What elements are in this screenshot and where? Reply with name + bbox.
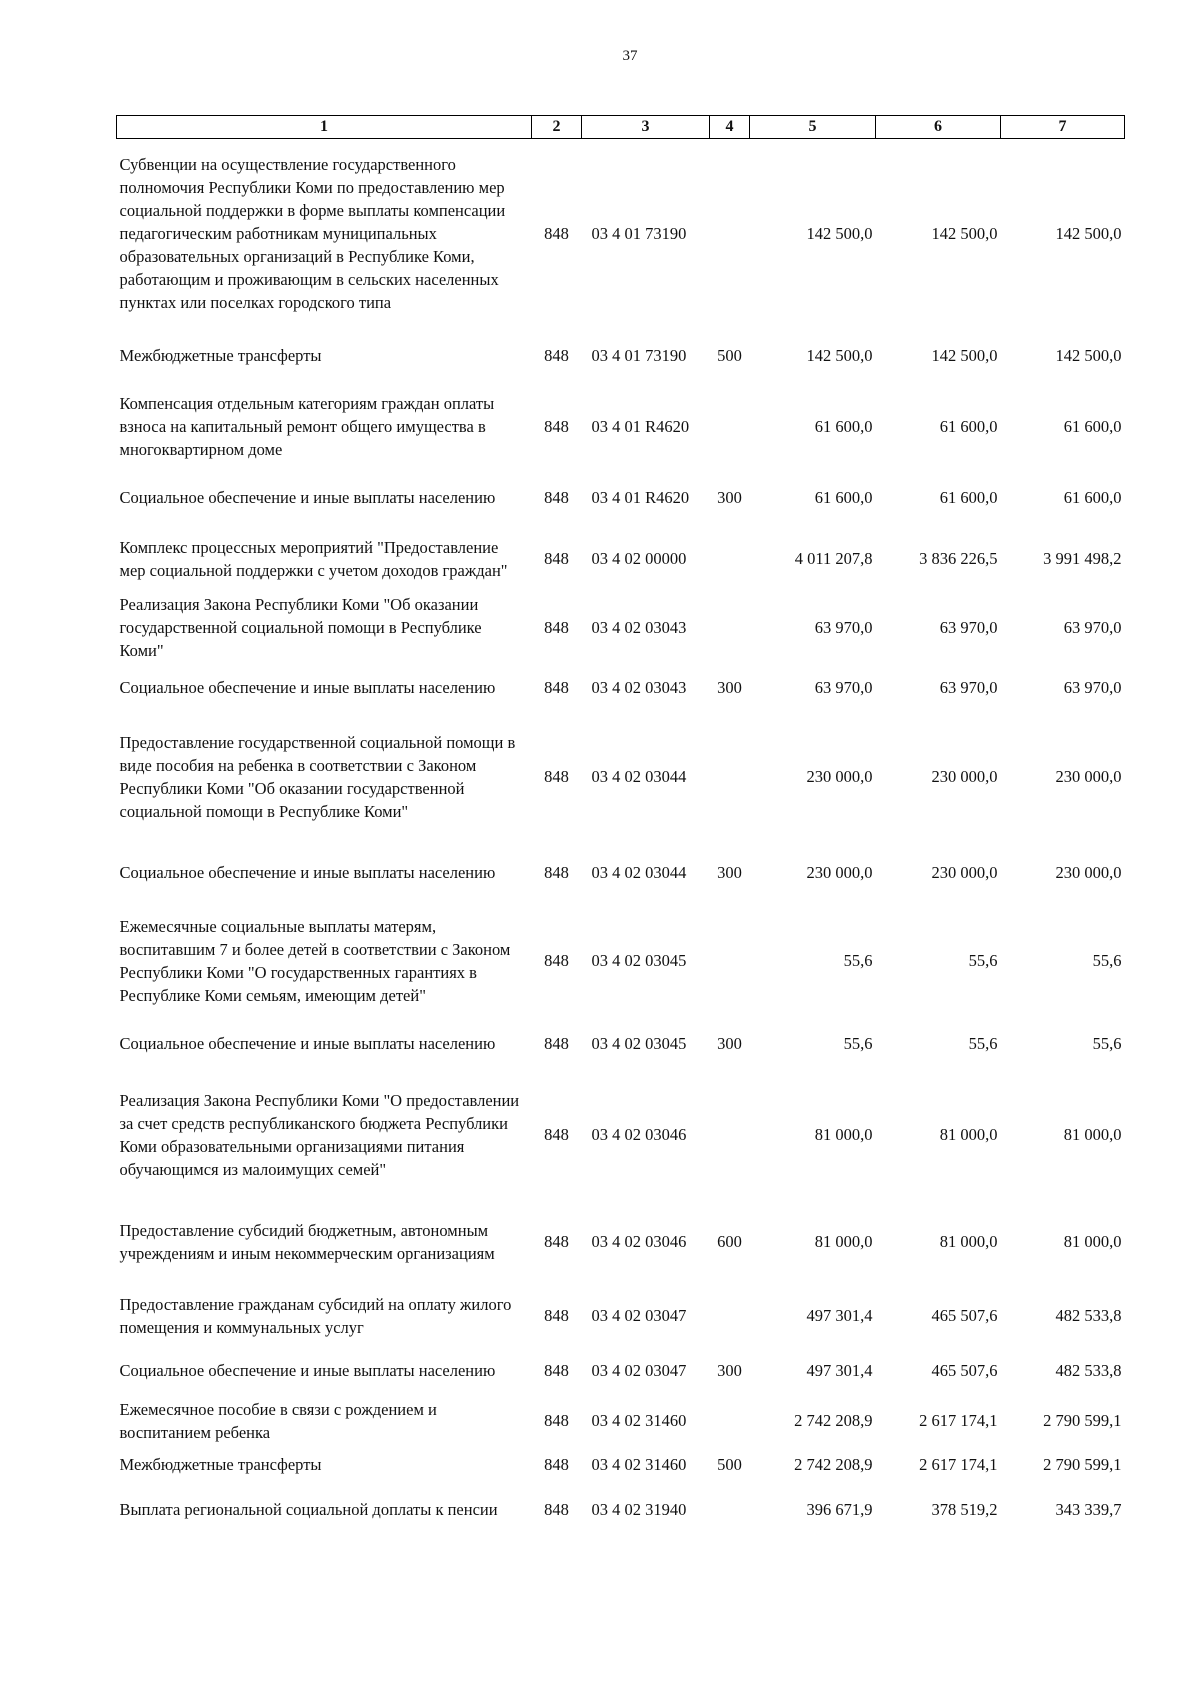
row-admin-code: 848 [544,951,569,970]
row-target-article: 03 4 02 03044 [591,863,687,882]
row-expense-type [710,525,750,593]
row-expense-type: 500 [717,1455,742,1474]
table-row [117,1484,1125,1536]
row-name: Социальное обеспечение и иные выплаты населению [119,678,496,697]
row-name: Ежемесячные социальные выплаты матерям, воспитавшим 7 и более детей в соответствии с Законом Республики Коми "О государственных гарантиях в Республике Коми семьям, имеющим детей" [119,916,511,1005]
row-amount-col6: 2 617 174,1 [919,1455,998,1474]
row-expense-type: 300 [717,678,742,697]
row-expense-type: 300 [717,1034,742,1053]
header-col-2: 2 [532,116,582,139]
table-row [117,1072,1125,1198]
row-target-article: 03 4 01 R4620 [591,488,690,507]
row-admin-code: 848 [544,678,569,697]
row-amount-col5: 4 011 207,8 [794,549,873,568]
row-amount-col6: 81 000,0 [939,1232,998,1251]
row-target-article: 03 4 02 00000 [591,549,687,568]
row-amount-col7: 230 000,0 [1055,863,1122,882]
table-row [117,662,1125,714]
row-amount-col5: 2 742 208,9 [794,1455,873,1474]
row-amount-col6: 378 519,2 [931,1500,998,1519]
header-col-5: 5 [750,116,876,139]
row-amount-col5: 142 500,0 [806,346,873,365]
row-amount-col5: 2 742 208,9 [794,1411,873,1430]
table-row [117,383,1125,471]
row-name: Выплата региональной социальной доплаты к пенсии [119,1500,498,1519]
row-admin-code: 848 [544,617,569,637]
row-amount-col6: 55,6 [968,1034,998,1053]
row-admin-code: 848 [544,1361,569,1380]
row-amount-col5: 230 000,0 [806,863,873,882]
row-amount-col6: 63 970,0 [939,678,998,697]
header-col-1: 1 [117,116,532,139]
row-amount-col7: 55,6 [1092,951,1122,970]
row-admin-code: 848 [544,1232,569,1251]
row-expense-type [710,1484,750,1536]
row-amount-col5: 55,6 [843,1034,873,1053]
row-name: Комплекс процессных мероприятий "Предоставление мер социальной поддержки с учетом доходов граждан" [119,537,508,580]
row-amount-col5: 61 600,0 [814,417,873,436]
row-name: Социальное обеспечение и иные выплаты населению [119,1361,496,1380]
row-expense-type: 300 [717,1361,742,1380]
row-expense-type [710,1396,750,1446]
row-amount-col7: 142 500,0 [1055,224,1122,244]
row-name: Предоставление государственной социальной помощи в виде пособия на ребенка в соответствии с Законом Республики Коми "Об оказании государственной социальной помощи в Республике Коми" [119,732,516,821]
row-expense-type: 300 [717,863,742,882]
row-target-article: 03 4 02 31940 [591,1500,687,1519]
row-expense-type: 300 [717,488,742,507]
row-amount-col5: 81 000,0 [814,1232,873,1251]
row-amount-col7: 61 600,0 [1063,417,1122,436]
row-name: Компенсация отдельным категориям граждан оплаты взноса на капитальный ремонт общего имущества в многоквартирном доме [119,394,495,459]
row-target-article: 03 4 02 03046 [591,1125,687,1144]
table-row [117,1396,1125,1446]
row-target-article: 03 4 02 03043 [591,617,687,637]
row-amount-col6: 61 600,0 [939,488,998,507]
row-amount-col5: 63 970,0 [814,678,873,697]
row-amount-col5: 497 301,4 [806,1306,873,1325]
row-name: Реализация Закона Республики Коми "О предоставлении за счет средств республиканского бюджета Республики Коми образовательными организациями питания обучающимся из малоимущих семей" [119,1090,520,1179]
row-admin-code: 848 [544,1455,569,1474]
header-col-4: 4 [710,116,750,139]
table-row [117,1446,1125,1484]
row-admin-code: 848 [544,863,569,882]
row-amount-col6: 3 836 226,5 [919,549,998,568]
row-name: Реализация Закона Республики Коми "Об оказании государственной социальной помощи в Республике Коми" [119,594,482,660]
table-row [117,714,1125,840]
row-amount-col5: 230 000,0 [806,767,873,786]
row-target-article: 03 4 02 31460 [591,1455,687,1474]
table-row [117,329,1125,383]
row-target-article: 03 4 01 R4620 [591,417,690,436]
row-expense-type: 600 [717,1232,742,1251]
row-admin-code: 848 [544,1125,569,1144]
row-amount-col7: 2 790 599,1 [1043,1455,1122,1474]
row-amount-col6: 142 500,0 [931,346,998,365]
table-row [117,525,1125,593]
row-admin-code: 848 [544,549,569,568]
row-amount-col7: 230 000,0 [1055,767,1122,786]
row-name: Субвенции на осуществление государственного полномочия Республики Коми по предоставлению мер социальной поддержки в форме выплаты компенсации педагогическим работникам муниципальных образовательных организаций в Республике Коми, работающим и проживающим в сельских населенных пунктах или поселках городского типа [119,155,506,313]
page-number: 37 [622,48,638,64]
row-target-article: 03 4 01 73190 [591,346,687,365]
row-target-article: 03 4 02 03043 [591,678,687,697]
row-admin-code: 848 [544,767,569,786]
row-amount-col7: 482 533,8 [1055,1361,1122,1380]
row-admin-code: 848 [544,1500,569,1519]
row-amount-col6: 63 970,0 [939,617,998,637]
table-row [117,471,1125,525]
row-amount-col5: 61 600,0 [814,488,873,507]
row-name: Ежемесячное пособие в связи с рождением и воспитанием ребенка [119,1399,437,1442]
table-body [117,139,1125,1536]
row-amount-col7: 142 500,0 [1055,346,1122,365]
row-target-article: 03 4 01 73190 [591,224,687,244]
table-row [117,593,1125,662]
header-col-7: 7 [1001,116,1125,139]
row-name: Межбюджетные трансферты [119,1455,322,1474]
row-expense-type [710,906,750,1016]
row-amount-col6: 2 617 174,1 [919,1411,998,1430]
row-admin-code: 848 [544,224,569,244]
row-target-article: 03 4 02 03045 [591,951,687,970]
row-amount-col5: 497 301,4 [806,1361,873,1380]
table-row [117,1286,1125,1346]
row-amount-col5: 63 970,0 [814,617,873,637]
row-expense-type [710,714,750,840]
row-amount-col5: 142 500,0 [806,224,873,244]
row-admin-code: 848 [544,417,569,436]
row-amount-col7: 81 000,0 [1063,1232,1122,1251]
row-expense-type: 500 [717,346,742,365]
row-expense-type [710,383,750,471]
row-amount-col6: 61 600,0 [939,417,998,436]
row-name: Предоставление гражданам субсидий на оплату жилого помещения и коммунальных услуг [119,1294,512,1337]
table-row [117,139,1125,329]
row-expense-type [710,593,750,662]
row-target-article: 03 4 02 03044 [591,767,687,786]
row-amount-col6: 142 500,0 [931,224,998,244]
row-amount-col7: 55,6 [1092,1034,1122,1053]
table-header [117,116,1125,139]
row-amount-col7: 2 790 599,1 [1043,1411,1122,1430]
row-name: Предоставление субсидий бюджетным, автономным учреждениям и иным некоммерческим организациям [119,1220,495,1263]
row-amount-col6: 55,6 [968,951,998,970]
row-admin-code: 848 [544,346,569,365]
row-target-article: 03 4 02 03047 [591,1306,687,1325]
table-row [117,1346,1125,1396]
row-amount-col7: 343 339,7 [1055,1500,1122,1519]
row-expense-type [710,1072,750,1198]
row-admin-code: 848 [544,1034,569,1053]
row-amount-col7: 482 533,8 [1055,1306,1122,1325]
row-expense-type [710,1286,750,1346]
row-name: Межбюджетные трансферты [119,346,322,365]
row-amount-col6: 465 507,6 [931,1361,998,1380]
header-row [117,116,1125,139]
row-target-article: 03 4 02 03046 [591,1232,687,1251]
row-name: Социальное обеспечение и иные выплаты населению [119,1034,496,1053]
row-amount-col7: 3 991 498,2 [1043,549,1122,568]
row-amount-col6: 465 507,6 [931,1306,998,1325]
budget-table [116,115,1125,1536]
row-name: Социальное обеспечение и иные выплаты населению [119,488,496,507]
header-col-3: 3 [582,116,710,139]
table-row [117,840,1125,906]
row-target-article: 03 4 02 31460 [591,1411,687,1430]
row-target-article: 03 4 02 03045 [591,1034,687,1053]
row-amount-col7: 63 970,0 [1063,617,1122,637]
header-col-6: 6 [876,116,1001,139]
row-expense-type [710,139,750,329]
row-target-article: 03 4 02 03047 [591,1361,687,1380]
row-admin-code: 848 [544,1306,569,1325]
row-name: Социальное обеспечение и иные выплаты населению [119,863,496,882]
row-amount-col5: 81 000,0 [814,1125,873,1144]
row-amount-col5: 55,6 [843,951,873,970]
row-amount-col6: 230 000,0 [931,767,998,786]
table-row [117,1198,1125,1286]
row-admin-code: 848 [544,488,569,507]
table-row [117,1016,1125,1072]
row-amount-col7: 61 600,0 [1063,488,1122,507]
table-row [117,906,1125,1016]
row-amount-col5: 396 671,9 [806,1500,873,1519]
row-amount-col7: 81 000,0 [1063,1125,1122,1144]
row-amount-col6: 230 000,0 [931,863,998,882]
row-amount-col6: 81 000,0 [939,1125,998,1144]
row-amount-col7: 63 970,0 [1063,678,1122,697]
row-admin-code: 848 [544,1411,569,1430]
